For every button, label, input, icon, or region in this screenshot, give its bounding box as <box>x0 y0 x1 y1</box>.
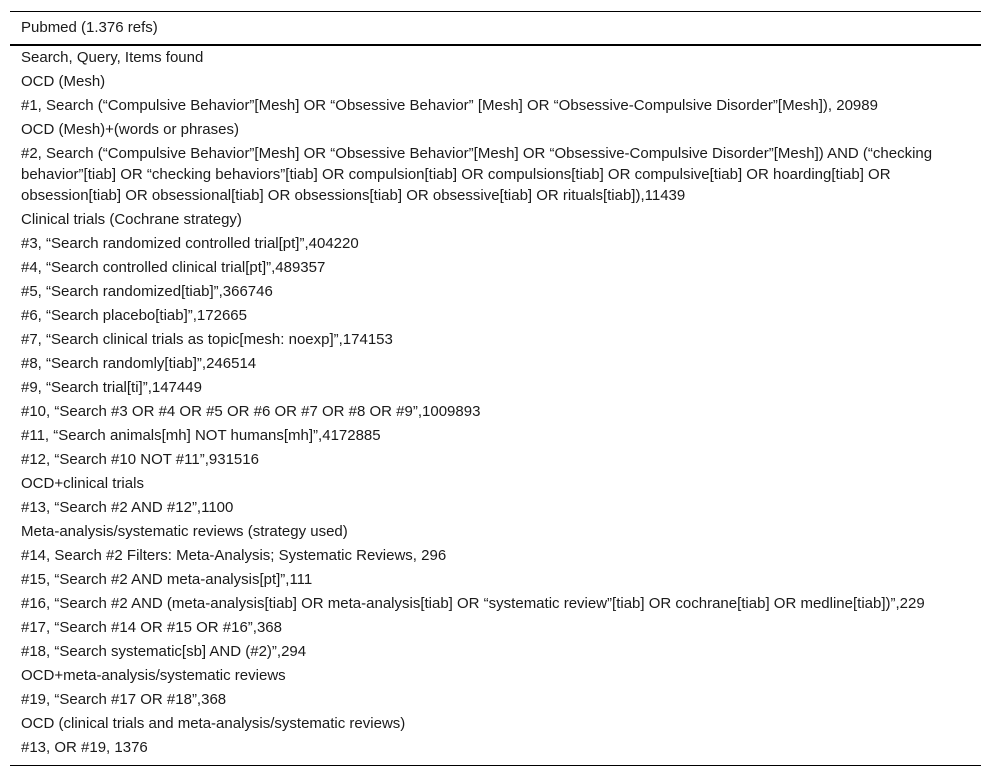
table-row <box>10 304 981 328</box>
table-cell: #15, “Search #2 AND meta-analysis[pt]”,111 <box>21 571 313 588</box>
table-cell: OCD+meta-analysis/systematic reviews <box>21 667 286 684</box>
table-row <box>10 496 981 520</box>
table-row <box>10 232 981 256</box>
table-row <box>10 472 981 496</box>
table-cell: #12, “Search #10 NOT #11”,931516 <box>21 451 259 468</box>
table-row <box>10 520 981 544</box>
table-row <box>10 118 981 142</box>
search-strategy-table <box>10 11 981 766</box>
table-row <box>10 712 981 736</box>
table-cell <box>10 760 981 766</box>
table-row <box>10 592 981 616</box>
table-row <box>10 280 981 304</box>
table-row <box>10 736 981 760</box>
table-row <box>10 688 981 712</box>
table-cell: #14, Search #2 Filters: Meta-Analysis; Systematic Reviews, 296 <box>21 547 447 564</box>
table-cell: OCD (Mesh)+(words or phrases) <box>21 121 239 138</box>
table-row <box>10 70 981 94</box>
table-cell: #8, “Search randomly[tiab]”,246514 <box>21 355 257 372</box>
table-cell: #5, “Search randomized[tiab]”,366746 <box>21 283 273 300</box>
table-cell: #7, “Search clinical trials as topic[mesh: noexp]”,174153 <box>21 331 393 348</box>
table-row <box>10 616 981 640</box>
table-row <box>10 208 981 232</box>
table-row <box>10 352 981 376</box>
table-row <box>10 400 981 424</box>
table-row <box>10 640 981 664</box>
table-cell: #3, “Search randomized controlled trial[pt]”,404220 <box>21 235 359 252</box>
table-cell: #10, “Search #3 OR #4 OR #5 OR #6 OR #7 OR #8 OR #9”,1009893 <box>21 403 481 420</box>
table-header-cell: Pubmed (1.376 refs) <box>10 12 981 46</box>
table-row <box>10 45 981 70</box>
table-row <box>10 142 981 208</box>
table-cell: #16, “Search #2 AND (meta-analysis[tiab] OR meta-analysis[tiab] OR “systematic review”[tiab] OR cochrane[tiab] OR medline[tiab])”,229 <box>21 595 925 612</box>
search-strategy-table-container <box>10 11 981 766</box>
table-cell: #6, “Search placebo[tiab]”,172665 <box>21 307 247 324</box>
table-row <box>10 544 981 568</box>
table-cell: #4, “Search controlled clinical trial[pt]”,489357 <box>21 259 326 276</box>
table-row <box>10 328 981 352</box>
table-cell: Search, Query, Items found <box>21 49 204 66</box>
table-cell: #18, “Search systematic[sb] AND (#2)”,294 <box>21 643 307 660</box>
table-cell: #1, Search (“Compulsive Behavior”[Mesh] OR “Obsessive Behavior” [Mesh] OR “Obsessive-Compulsive Disorder”[Mesh]), 20989 <box>21 97 878 114</box>
table-cell: #17, “Search #14 OR #15 OR #16”,368 <box>21 619 282 636</box>
table-row <box>10 376 981 400</box>
table-row <box>10 424 981 448</box>
table-cell: OCD+clinical trials <box>21 475 144 492</box>
table-row <box>10 256 981 280</box>
table-cell: OCD (clinical trials and meta-analysis/systematic reviews) <box>21 715 406 732</box>
table-cell: #13, “Search #2 AND #12”,1100 <box>21 499 234 516</box>
table-row <box>10 568 981 592</box>
table-cell: #2, Search (“Compulsive Behavior”[Mesh] OR “Obsessive Behavior”[Mesh] OR “Obsessive-Compulsive Disorder”[Mesh]) AND (“checking behavior”[tiab] OR “checking behaviors”[tiab] OR compulsion[tiab] OR compulsions[tiab] OR compulsive[tiab] OR hoarding[tiab] OR obsession[tiab] OR obsessional[tiab] OR obsessions[tiab] OR obsessive[tiab] OR rituals[tiab]),11439 <box>21 145 933 204</box>
table-row <box>10 448 981 472</box>
table-cell: #19, “Search #17 OR #18”,368 <box>21 691 227 708</box>
table-cell: OCD (Mesh) <box>21 73 106 90</box>
table-row <box>10 760 981 766</box>
table-cell: #9, “Search trial[ti]”,147449 <box>21 379 202 396</box>
table-cell: #13, OR #19, 1376 <box>21 739 148 756</box>
table-cell: Meta-analysis/systematic reviews (strategy used) <box>21 523 348 540</box>
table-header-row <box>10 12 981 46</box>
table-row <box>10 664 981 688</box>
table-cell: #11, “Search animals[mh] NOT humans[mh]”,4172885 <box>21 427 381 444</box>
table-row <box>10 94 981 118</box>
table-cell: Clinical trials (Cochrane strategy) <box>21 211 242 228</box>
